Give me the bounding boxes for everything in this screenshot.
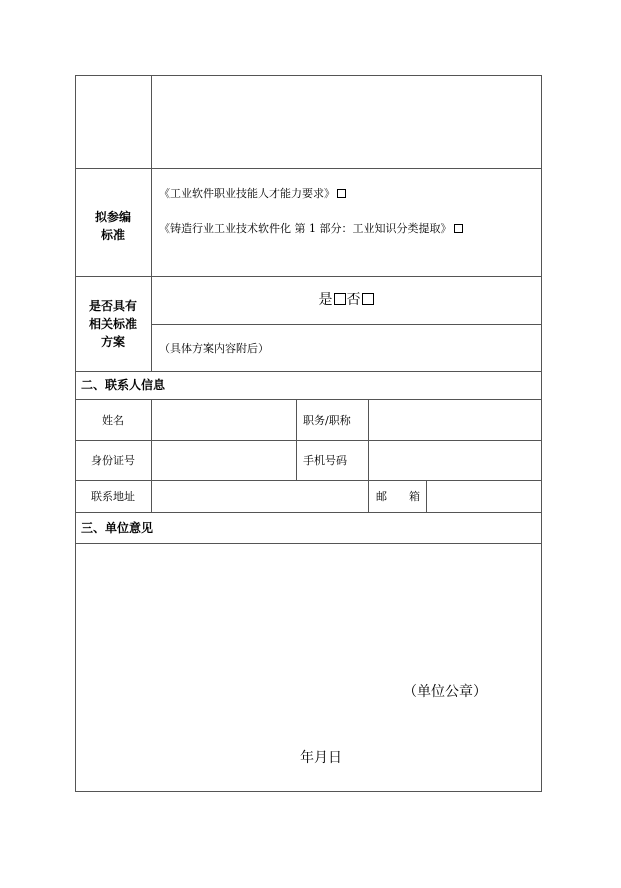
standards-label-line2: 标准	[100, 228, 125, 242]
name-field[interactable]	[152, 400, 296, 440]
standard-option-1-text: 《工业软件职业技能人才能力要求》	[159, 187, 335, 200]
col-label-top	[151, 75, 152, 372]
yes-label: 是	[318, 292, 333, 308]
no-label: 否	[346, 292, 361, 308]
id-field[interactable]	[152, 441, 296, 480]
border-top	[75, 75, 542, 76]
plan-note: （具体方案内容附后）	[159, 342, 269, 355]
standard-option-1[interactable]	[159, 188, 346, 199]
standards-label-line1: 拟参编	[94, 210, 131, 224]
rule-2	[75, 276, 542, 277]
checkbox-icon[interactable]	[454, 224, 463, 233]
col-mid-1	[296, 399, 297, 481]
standard-option-2-text: 《铸造行业工业技术软件化 第 1 部分：工业知识分类提取》	[159, 222, 452, 235]
rule-4	[75, 371, 542, 372]
id-label: 身份证号	[91, 454, 135, 467]
rule-1	[75, 168, 542, 169]
title-label: 职务/职称	[303, 414, 351, 427]
unit-seal: （单位公章）	[403, 684, 487, 700]
no-checkbox-icon[interactable]	[362, 293, 374, 305]
opinion-section-title: 三、单位意见	[81, 521, 154, 535]
border-bottom	[75, 791, 542, 792]
phone-field[interactable]	[369, 441, 541, 480]
border-right	[541, 75, 542, 792]
standard-option-2[interactable]	[159, 223, 463, 234]
contact-section-title: 二、联系人信息	[81, 378, 166, 392]
checkbox-icon[interactable]	[337, 189, 346, 198]
address-label: 联系地址	[91, 490, 135, 503]
border-left	[75, 75, 76, 792]
address-field[interactable]	[152, 481, 368, 512]
title-field[interactable]	[369, 400, 541, 440]
yes-no-choice[interactable]	[151, 293, 542, 307]
rule-9	[75, 543, 542, 544]
standards-label	[75, 208, 151, 244]
related-plan-label-line3: 方案	[100, 335, 125, 349]
related-plan-label	[75, 297, 151, 351]
phone-label: 手机号码	[303, 454, 347, 467]
postcode-field[interactable]	[427, 481, 541, 512]
rule-3	[151, 324, 542, 325]
rule-8	[75, 512, 542, 513]
related-plan-label-line1: 是否具有	[88, 299, 137, 313]
date-line: 年月日	[300, 750, 342, 766]
postcode-label: 邮 箱	[376, 490, 420, 503]
related-plan-label-line2: 相关标准	[88, 317, 137, 331]
yes-checkbox-icon[interactable]	[334, 293, 346, 305]
name-label: 姓名	[102, 414, 124, 427]
